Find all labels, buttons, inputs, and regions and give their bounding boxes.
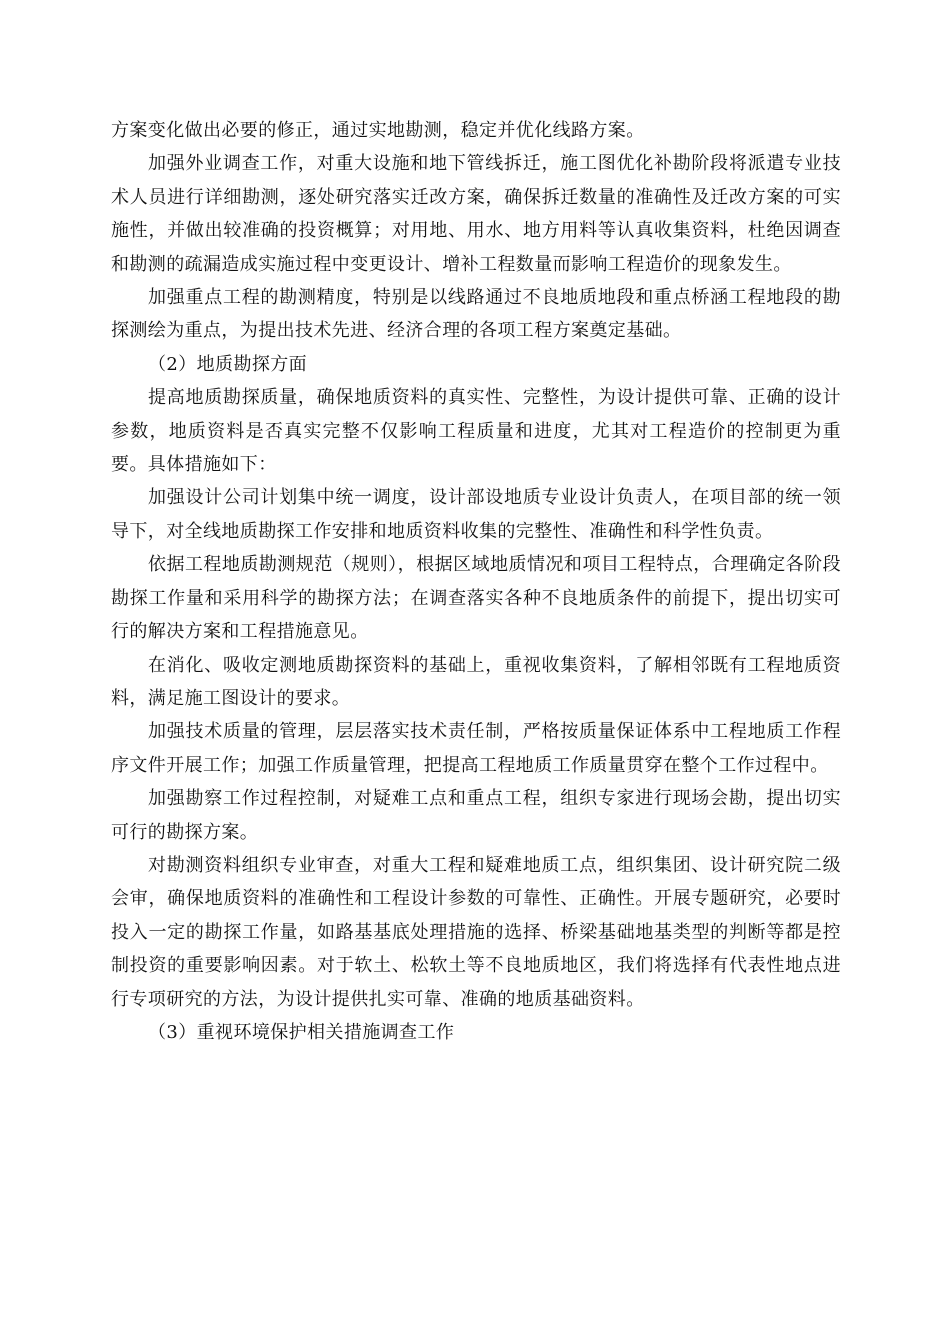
- paragraph-process-control: 加强勘察工作过程控制，对疑难工点和重点工程，组织专家进行现场会勘，提出切实可行的勘探方案。: [111, 788, 841, 843]
- paragraph-exploration-quality: 提高地质勘探质量，确保地质资料的真实性、完整性，为设计提供可靠、正确的设计参数，地质资料是否真实完整不仅影响工程质量和进度，尤其对工程造价的控制更为重要。具体措施如下：: [111, 387, 841, 476]
- paragraph-survey-specification: 依据工程地质勘测规范（规则），根据区域地质情况和项目工程特点，合理确定各阶段勘探工作量和采用科学的勘探方法；在调查落实各种不良地质条件的前提下，提出切实可行的解决方案和工程措施意见。: [111, 554, 841, 643]
- section-heading-geological-exploration: （2）地质勘探方面: [148, 353, 308, 375]
- paragraph-key-project-precision: 加强重点工程的勘测精度，特别是以线路通过不良地质地段和重点桥涵工程地段的勘探测绘为重点，为提出技术先进、经济合理的各项工程方案奠定基础。: [111, 287, 841, 342]
- paragraph-field-survey: 加强外业调查工作，对重大设施和地下管线拆迁，施工图优化补勘阶段将派遣专业技术人员进行详细勘测，逐处研究落实迁改方案，确保拆迁数量的准确性及迁改方案的可实施性，并做出较准确的投资概算；对用地、用水、地方用料等认真收集资料，杜绝因调查和勘测的疏漏造成实施过程中变更设计、增补工程数量而影响工程造价的现象发生。: [111, 153, 841, 275]
- paragraph-quality-management: 加强技术质量的管理，层层落实技术责任制，严格按质量保证体系中工程地质工作程序文件开展工作；加强工作质量管理，把提高工程地质工作质量贯穿在整个工作过程中。: [111, 721, 841, 776]
- paragraph-data-collection: 在消化、吸收定测地质勘探资料的基础上，重视收集资料，了解相邻既有工程地质资料，满足施工图设计的要求。: [111, 654, 841, 709]
- paragraph-professional-review: 对勘测资料组织专业审查，对重大工程和疑难地质工点，组织集团、设计研究院二级会审，确保地质资料的准确性和工程设计参数的可靠性、正确性。开展专题研究，必要时投入一定的勘探工作量，如路基基底处理措施的选择、桥梁基础地基类型的判断等都是控制投资的重要影响因素。对于软土、松软土等不良地质地区，我们将选择有代表性地点进行专项研究的方法，为设计提供扎实可靠、准确的地质基础资料。: [111, 854, 841, 1010]
- document-body: [111, 114, 841, 1049]
- paragraph-continuation: 方案变化做出必要的修正，通过实地勘测，稳定并优化线路方案。: [111, 120, 645, 141]
- paragraph-unified-scheduling: 加强设计公司计划集中统一调度，设计部设地质专业设计负责人，在项目部的统一领导下，对全线地质勘探工作安排和地质资料收集的完整性、准确性和科学性负责。: [111, 487, 841, 542]
- section-heading-environmental-protection: （3）重视环境保护相关措施调查工作: [148, 1021, 455, 1043]
